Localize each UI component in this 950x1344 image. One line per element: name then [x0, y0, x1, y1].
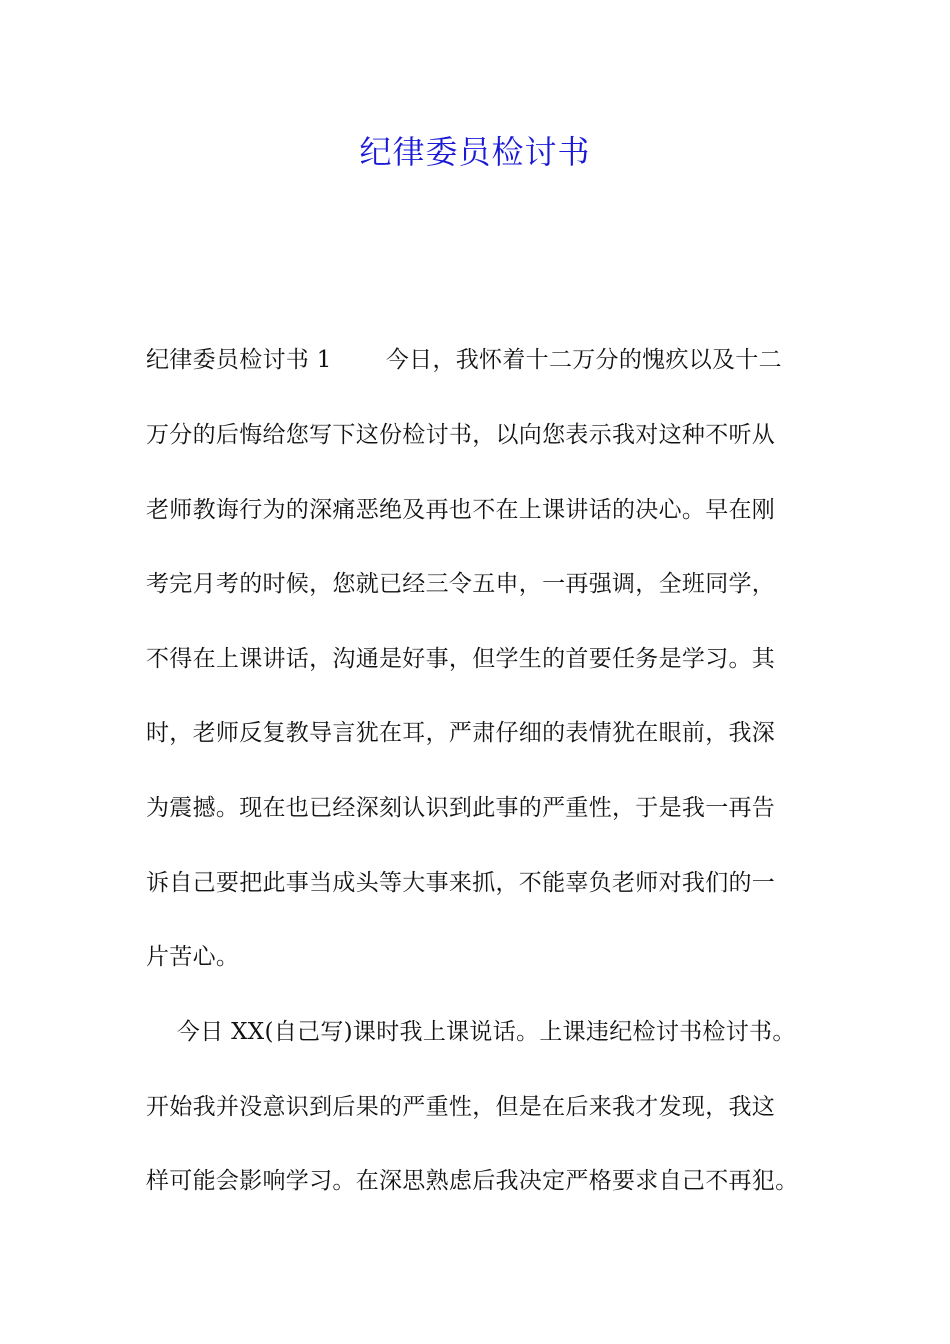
body-line-6: 时，老师反复教导言犹在耳，严肃仔细的表情犹在眼前，我深 [146, 720, 776, 746]
body-line-2: 万分的后悔给您写下这份检讨书，以向您表示我对这种不听从 [146, 422, 776, 448]
body-line-8: 诉自己要把此事当成头等大事来抓，不能辜负老师对我们的一 [146, 870, 776, 896]
body-line-1: 纪律委员检讨书 1 今日，我怀着十二万分的愧疚以及十二 [146, 347, 782, 373]
document-title: 纪律委员检讨书 [359, 133, 591, 171]
body-line-5: 不得在上课讲话，沟通是好事，但学生的首要任务是学习。其 [146, 646, 776, 672]
body-line-12: 样可能会影响学习。在深思熟虑后我决定严格要求自己不再犯。 [146, 1168, 799, 1194]
body-line-10: 今日 XX(自己写)课时我上课说话。上课违纪检讨书检讨书。 [146, 1019, 796, 1045]
body-line-4: 考完月考的时候，您就已经三令五申，一再强调，全班同学， [146, 571, 776, 597]
body-line-9: 片苦心。 [146, 944, 240, 970]
body-line-3: 老师教诲行为的深痛恶绝及再也不在上课讲话的决心。早在刚 [146, 497, 776, 523]
body-line-11: 开始我并没意识到后果的严重性，但是在后来我才发现，我这 [146, 1094, 776, 1120]
body-line-7: 为震撼。现在也已经深刻认识到此事的严重性，于是我一再告 [146, 795, 776, 821]
